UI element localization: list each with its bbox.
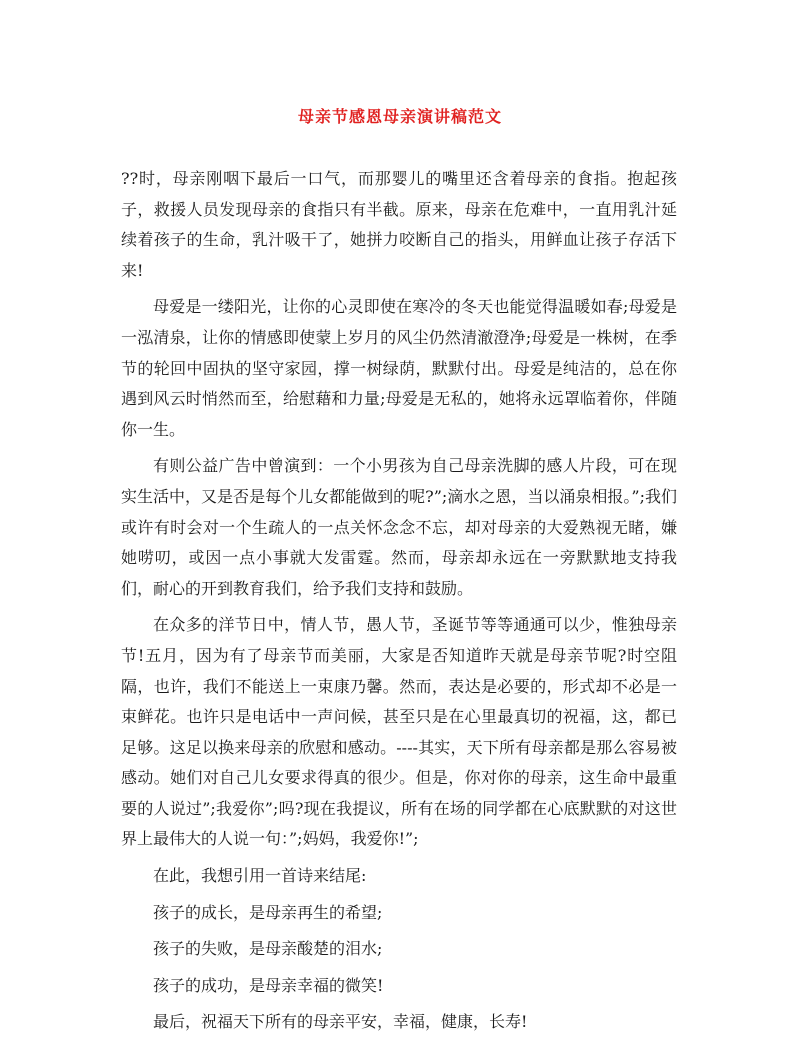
poem-line-3: 孩子的成功，是母亲幸福的微笑! [153, 975, 384, 995]
paragraph-5: 在此，我想引用一首诗来结尾: [153, 866, 367, 886]
document-title: 母亲节感恩母亲演讲稿范文 [297, 107, 502, 126]
paragraph-1: ??时，母亲刚咽下最后一口气，而那婴儿的嘴里还含着母亲的食指。抱起孩子，救援人员发现母亲的食指只有半截。原来，母亲在危难中，一直用乳汁延续着孩子的生命，乳汁吸干了，她拼力咬断自己的指头，用鲜血让孩子存活下来! [121, 169, 677, 280]
paragraph-4: 在众多的洋节日中，情人节，愚人节，圣诞节等等通通可以少，惟独母亲节!五月，因为有了母亲节而美丽，大家是否知道昨天就是母亲节呢?时空阻隔，也许，我们不能送上一束康乃馨。然而，表达是必要的，形式却不必是一束鲜花。也许只是电话中一声问候，甚至只是在心里最真切的祝福，这，都已足够。这足以换来母亲的欣慰和感动。----其实，天下所有母亲都是那么容易被感动。她们对自己儿女要求得真的很少。但是，你对你的母亲，这生命中最重要的人说过”;我爱你”;吗?现在我提议，所有在场的同学都在心底默默的对这世界上最伟大的人说一句：”;妈妈，我爱你!”; [121, 615, 677, 849]
paragraph-2: 母爱是一缕阳光，让你的心灵即使在寒冷的冬天也能觉得温暖如春;母爱是一泓清泉，让你的情感即使蒙上岁月的风尘仍然清澈澄净;母爱是一株树，在季节的轮回中固执的坚守家园，撑一树绿荫，默默付出。母爱是纯洁的，总在你遇到风云时悄然而至，给慰藉和力量;母爱是无私的，她将永远罩临着你，伴随你一生。 [121, 297, 677, 439]
poem-line-2: 孩子的失败，是母亲酸楚的泪水; [153, 939, 383, 959]
poem-line-1: 孩子的成长，是母亲再生的希望; [153, 902, 383, 922]
document-body [121, 164, 677, 1038]
paragraph-closing: 最后，祝福天下所有的母亲平安，幸福，健康，长寿! [153, 1012, 528, 1032]
paragraph-3: 有则公益广告中曾演到：一个小男孩为自己母亲洗脚的感人片段，可在现实生活中，又是否是每个儿女都能做到的呢?”;滴水之恩，当以涌泉相报。”;我们或许有时会对一个生疏人的一点关怀念念不忘，却对母亲的大爱熟视无睹，嫌她唠叨，或因一点小事就大发雷霆。然而，母亲却永远在一旁默默地支持我们，耐心的开到教育我们，给予我们支持和鼓励。 [121, 456, 677, 598]
